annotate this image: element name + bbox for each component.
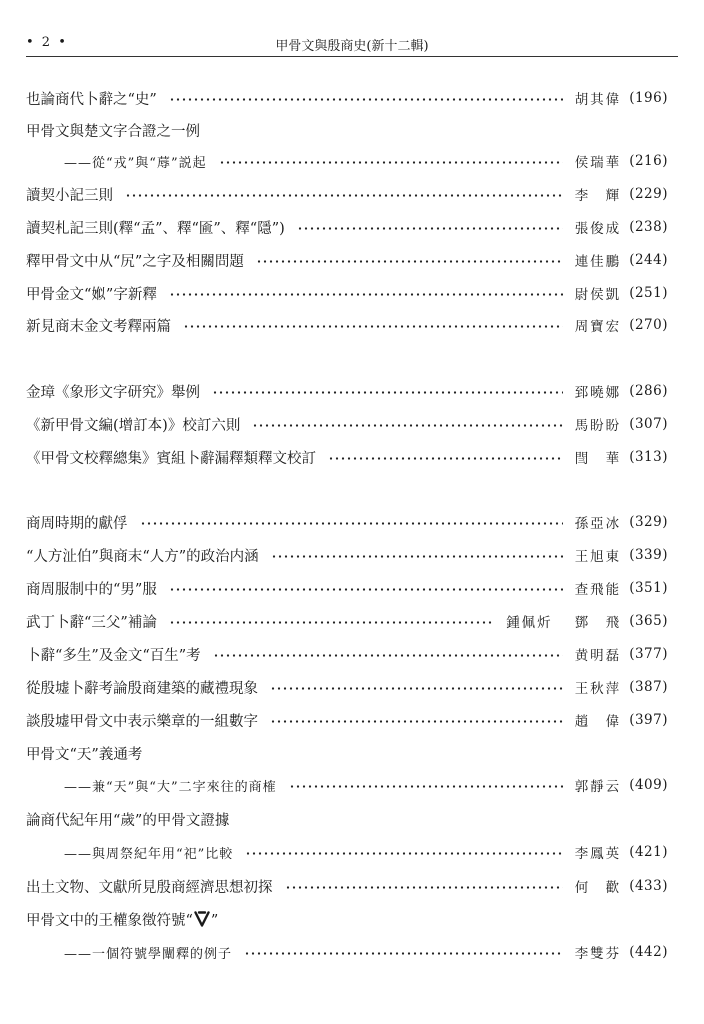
toc-entry[interactable] — [26, 246, 668, 274]
toc-subtitle-entry[interactable] — [26, 838, 668, 866]
entry-page: (307) — [629, 416, 668, 432]
toc-entry[interactable] — [26, 607, 668, 635]
entry-page: (229) — [629, 186, 668, 202]
dot-leader — [245, 852, 562, 855]
toc-entry[interactable] — [26, 640, 668, 668]
entry-title: 讀契札記三則(釋“孟”、釋“匬”、釋“隱”) — [26, 220, 285, 237]
entry-author: 張俊成 — [574, 221, 622, 237]
entry-author: 李鳳英 — [574, 846, 622, 862]
dot-leader — [270, 687, 563, 690]
dot-leader — [140, 522, 563, 525]
entry-page: (251) — [629, 285, 668, 301]
toc-subtitle-entry[interactable] — [26, 771, 668, 799]
entry-page: (313) — [629, 449, 668, 465]
entry-page: (351) — [629, 580, 668, 596]
entry-author: 尉侯凱 — [574, 287, 622, 303]
entry-title: 《甲骨文校釋總集》賓組卜辭漏釋類釋文校訂 — [26, 450, 316, 467]
toc-subtitle-entry[interactable] — [26, 938, 668, 966]
entry-author: 侯瑞華 — [574, 155, 622, 171]
title-part-before: 甲骨文中的王權象徵符號“ — [26, 912, 193, 929]
entry-page: (196) — [629, 90, 668, 106]
toc-entry[interactable] — [26, 905, 668, 933]
dot-leader — [219, 161, 563, 164]
entry-title: 《新甲骨文編(增訂本)》校訂六則 — [26, 417, 241, 434]
toc-entry[interactable] — [26, 872, 668, 900]
entry-title: 商周時期的獻俘 — [26, 515, 128, 532]
toc-entry[interactable] — [26, 84, 668, 112]
entry-author: 李 輝 — [574, 188, 622, 204]
entry-author: 郭靜云 — [574, 779, 622, 795]
dot-leader — [125, 194, 563, 197]
entry-title: 甲骨金文“娰”字新釋 — [26, 286, 157, 303]
dot-leader — [183, 325, 563, 328]
entry-title: 論商代紀年用“歲”的甲骨文證據 — [26, 812, 230, 829]
toc-entry[interactable] — [26, 673, 668, 701]
entry-title: 也論商代卜辭之“史” — [26, 91, 157, 108]
entry-page: (270) — [629, 317, 668, 333]
dot-leader — [285, 886, 563, 889]
entry-page: (409) — [629, 777, 668, 793]
toc-entry[interactable] — [26, 377, 668, 405]
entry-subtitle: ——兼“天”與“大”二字來往的商榷 — [64, 779, 277, 795]
entry-author: 周寶宏 — [574, 319, 622, 335]
toc-entry[interactable] — [26, 116, 668, 144]
entry-author: 李雙芬 — [574, 946, 622, 962]
entry-page: (387) — [629, 679, 668, 695]
entry-author: 郅曉娜 — [574, 385, 622, 401]
entry-title: 甲骨文“天”義通考 — [26, 746, 143, 763]
toc-subtitle-entry[interactable] — [26, 147, 668, 175]
toc-entry[interactable] — [26, 311, 668, 339]
entry-author: 王旭東 — [574, 549, 622, 565]
entry-title: 出土文物、文獻所見殷商經濟思想初探 — [26, 879, 273, 896]
entry-page: (244) — [629, 252, 668, 268]
royal-emblem-glyph-icon — [194, 910, 210, 928]
entry-author: 連佳鵬 — [574, 254, 622, 270]
entry-page: (329) — [629, 514, 668, 530]
dot-leader — [328, 457, 563, 460]
entry-title: “人方沚伯”與商末“人方”的政治内涵 — [26, 548, 259, 565]
entry-subtitle: ——從“戎”與“蓐”説起 — [64, 155, 207, 171]
dot-leader — [297, 227, 563, 230]
toc-entry[interactable] — [26, 180, 668, 208]
entry-title: 甲骨文與楚文字合證之一例 — [26, 123, 200, 140]
dot-leader — [169, 588, 563, 591]
entry-author: 趙 偉 — [574, 714, 622, 730]
entry-title: 釋甲骨文中从“尻”之字及相關問題 — [26, 253, 244, 270]
entry-author: 王秋萍 — [574, 681, 622, 697]
toc-entry[interactable] — [26, 805, 668, 833]
dot-leader — [169, 293, 563, 296]
entry-author: 胡其偉 — [574, 92, 622, 108]
entry-title: 談殷墟甲骨文中表示樂章的一組數字 — [26, 713, 258, 730]
entry-page: (365) — [629, 613, 668, 629]
entry-page: (339) — [629, 547, 668, 563]
entry-title: 金璋《象形文字研究》舉例 — [26, 384, 200, 401]
dot-leader — [213, 654, 563, 657]
toc-entry[interactable] — [26, 706, 668, 734]
dot-leader — [169, 98, 563, 101]
journal-title: 甲骨文與殷商史(新十二輯) — [275, 39, 429, 54]
entry-subtitle: ——一個符號學闡釋的例子 — [64, 946, 233, 962]
entry-coauthor: 鍾佩炘 — [506, 615, 553, 631]
entry-title: 從殷墟卜辭考論殷商建築的藏禮現象 — [26, 680, 258, 697]
entry-title: 讀契小記三則 — [26, 187, 113, 204]
entry-title — [26, 909, 218, 930]
dot-leader — [169, 621, 494, 624]
entry-author: 黄明磊 — [574, 648, 622, 664]
entry-author: 孫亞冰 — [574, 516, 622, 532]
dot-leader — [212, 391, 563, 394]
toc-entry[interactable] — [26, 541, 668, 569]
entry-author: 閆 華 — [574, 451, 622, 467]
toc-entry[interactable] — [26, 508, 668, 536]
toc-entry[interactable] — [26, 279, 668, 307]
entry-page: (433) — [629, 878, 668, 894]
entry-author: 何 歡 — [574, 880, 622, 896]
entry-title: 卜辭“多生”及金文“百生”考 — [26, 647, 201, 664]
title-part-after: ” — [210, 912, 219, 929]
entry-page: (421) — [629, 844, 668, 860]
page-number: • 2 • — [26, 35, 68, 50]
entry-page: (286) — [629, 383, 668, 399]
toc-entry[interactable] — [26, 213, 668, 241]
toc-entry[interactable] — [26, 739, 668, 767]
entry-page: (238) — [629, 219, 668, 235]
dot-leader — [289, 785, 563, 788]
entry-page: (397) — [629, 712, 668, 728]
dot-leader — [270, 720, 563, 723]
dot-leader — [271, 555, 563, 558]
entry-author: 馬盼盼 — [574, 418, 622, 434]
entry-page: (216) — [629, 153, 668, 169]
entry-author: 查飛能 — [574, 582, 622, 598]
toc-entry[interactable] — [26, 574, 668, 602]
dot-leader — [256, 260, 563, 263]
entry-title: 新見商末金文考釋兩篇 — [26, 318, 171, 335]
entry-title: 商周服制中的“男”服 — [26, 581, 157, 598]
entry-title: 武丁卜辭“三父”補論 — [26, 614, 157, 631]
toc-entry[interactable] — [26, 443, 668, 471]
toc-entry[interactable] — [26, 410, 668, 438]
entry-subtitle: ——與周祭紀年用“祀”比較 — [64, 846, 234, 862]
dot-leader — [244, 952, 563, 955]
entry-author: 鄧 飛 — [574, 615, 622, 631]
entry-page: (377) — [629, 646, 668, 662]
entry-page: (442) — [629, 944, 668, 960]
dot-leader — [252, 424, 562, 427]
